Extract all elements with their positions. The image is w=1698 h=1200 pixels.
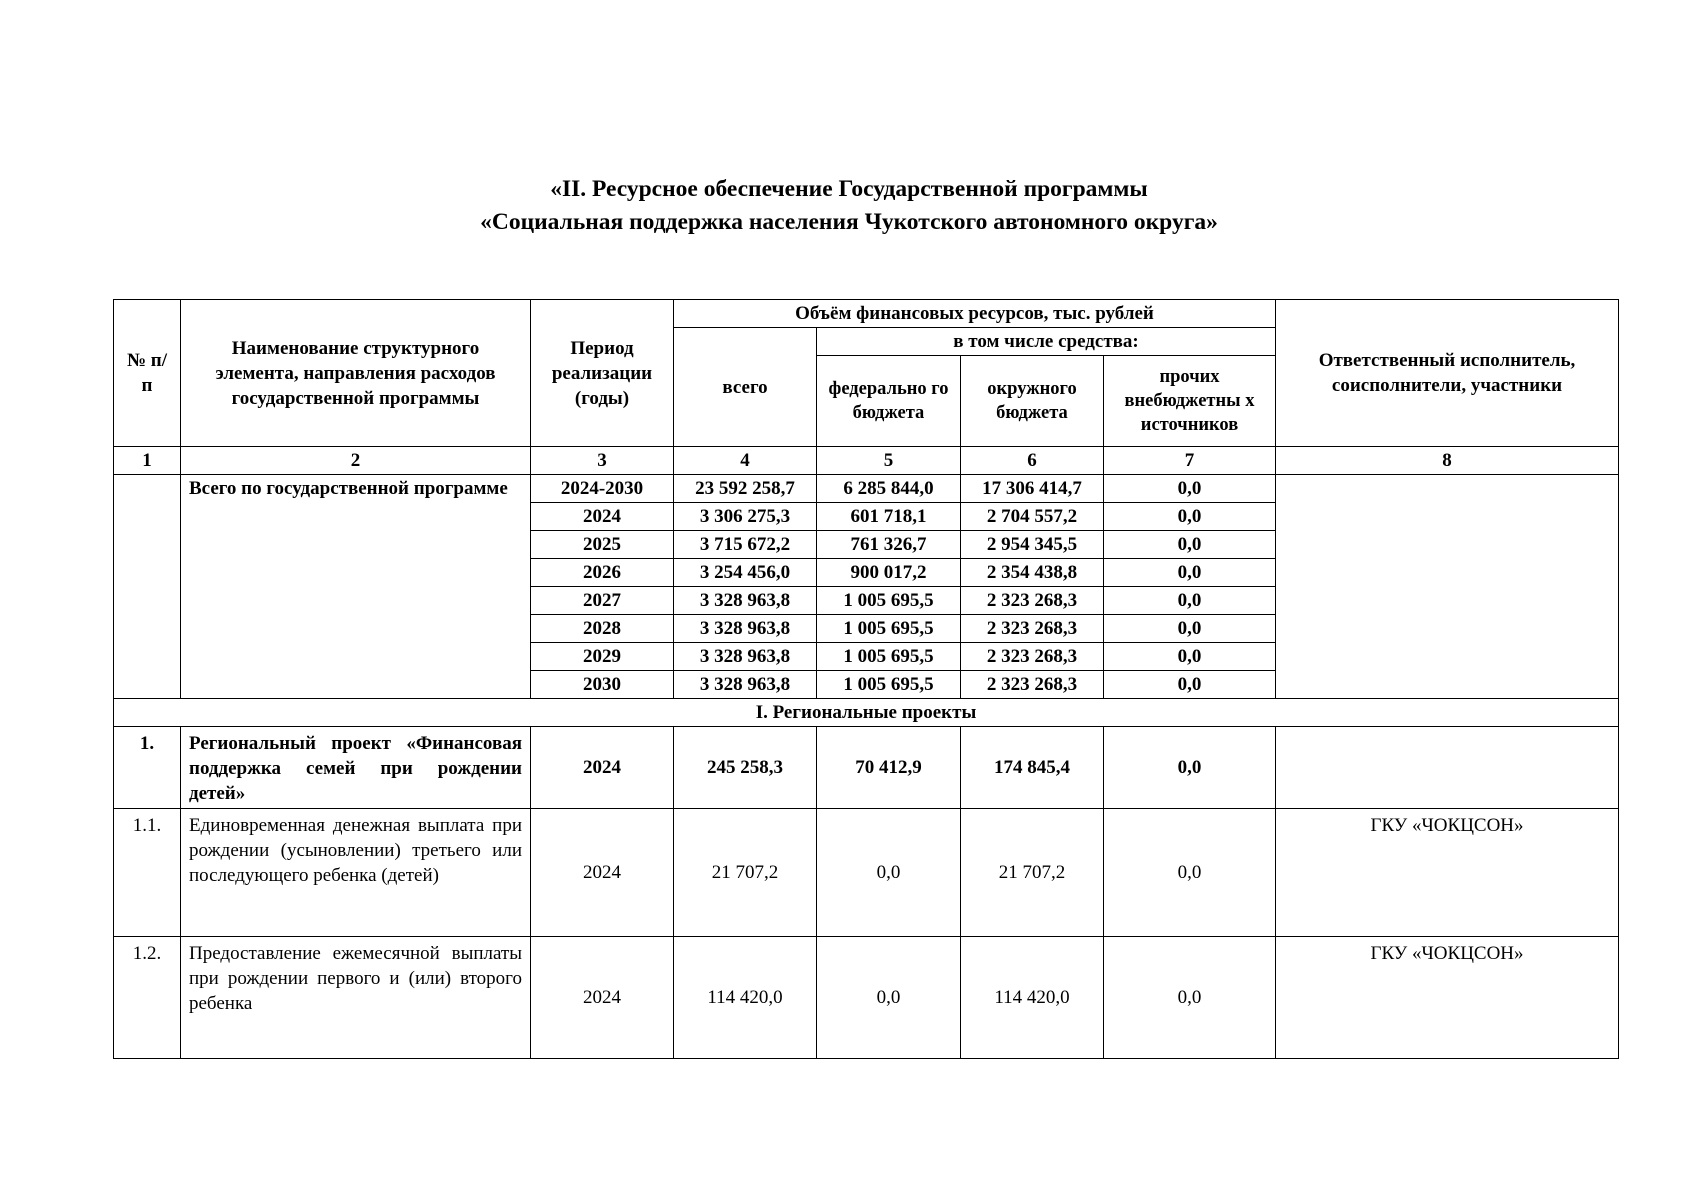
summary-period: 2024-2030 <box>531 475 674 503</box>
col-number: 7 <box>1104 447 1276 475</box>
project-other: 0,0 <box>1104 727 1276 809</box>
col-number: 5 <box>817 447 961 475</box>
summary-total: 3 328 963,8 <box>674 671 817 699</box>
summary-district: 2 704 557,2 <box>961 503 1104 531</box>
header-volume: Объём финансовых ресурсов, тыс. рублей <box>674 300 1276 328</box>
summary-total: 3 328 963,8 <box>674 587 817 615</box>
header-responsible: Ответственный исполнитель, соисполнители, участники <box>1276 300 1619 447</box>
summary-other: 0,0 <box>1104 671 1276 699</box>
header-total: всего <box>674 328 817 447</box>
page-title <box>0 173 1698 239</box>
summary-other: 0,0 <box>1104 643 1276 671</box>
summary-period: 2024 <box>531 503 674 531</box>
section-row <box>114 699 1619 727</box>
header-num: № п/п <box>114 300 181 447</box>
item-district: 21 707,2 <box>961 809 1104 937</box>
summary-total: 3 306 275,3 <box>674 503 817 531</box>
item-name: Предоставление ежемесячной выплаты при рождении первого и (или) второго ребенка <box>181 937 531 1059</box>
item-federal: 0,0 <box>817 809 961 937</box>
summary-total: 23 592 258,7 <box>674 475 817 503</box>
resource-table <box>113 299 1619 1059</box>
project-period: 2024 <box>531 727 674 809</box>
item-num: 1.1. <box>114 809 181 937</box>
summary-period: 2028 <box>531 615 674 643</box>
summary-other: 0,0 <box>1104 615 1276 643</box>
summary-federal: 1 005 695,5 <box>817 615 961 643</box>
summary-district: 2 323 268,3 <box>961 643 1104 671</box>
summary-district: 2 323 268,3 <box>961 671 1104 699</box>
item-other: 0,0 <box>1104 809 1276 937</box>
title-line-1: «II. Ресурсное обеспечение Государственной программы <box>550 176 1148 202</box>
item-period: 2024 <box>531 937 674 1059</box>
item-total: 114 420,0 <box>674 937 817 1059</box>
item-num: 1.2. <box>114 937 181 1059</box>
table-row <box>114 937 1619 1059</box>
summary-other: 0,0 <box>1104 587 1276 615</box>
item-name: Единовременная денежная выплата при рождении (усыновлении) третьего или последующего ребенка (детей) <box>181 809 531 937</box>
summary-other: 0,0 <box>1104 475 1276 503</box>
col-number: 4 <box>674 447 817 475</box>
summary-federal: 761 326,7 <box>817 531 961 559</box>
col-number: 2 <box>181 447 531 475</box>
summary-other: 0,0 <box>1104 503 1276 531</box>
column-numbers-row <box>114 447 1619 475</box>
col-number: 1 <box>114 447 181 475</box>
summary-responsible-cell <box>1276 475 1619 699</box>
header-name: Наименование структурного элемента, направления расходов государственной программы <box>181 300 531 447</box>
header-district: окружного бюджета <box>961 356 1104 447</box>
summary-total: 3 328 963,8 <box>674 615 817 643</box>
summary-federal: 6 285 844,0 <box>817 475 961 503</box>
summary-total: 3 715 672,2 <box>674 531 817 559</box>
summary-district: 2 323 268,3 <box>961 615 1104 643</box>
summary-district: 2 354 438,8 <box>961 559 1104 587</box>
item-period: 2024 <box>531 809 674 937</box>
table-row <box>114 809 1619 937</box>
col-number: 3 <box>531 447 674 475</box>
summary-other: 0,0 <box>1104 531 1276 559</box>
project-responsible <box>1276 727 1619 809</box>
item-responsible: ГКУ «ЧОКЦСОН» <box>1276 937 1619 1059</box>
project-name: Региональный проект «Финансовая поддержка семей при рождении детей» <box>181 727 531 809</box>
header-other: прочих внебюджетны х источников <box>1104 356 1276 447</box>
summary-district: 17 306 414,7 <box>961 475 1104 503</box>
summary-num-cell <box>114 475 181 699</box>
summary-total: 3 328 963,8 <box>674 643 817 671</box>
summary-district: 2 323 268,3 <box>961 587 1104 615</box>
project-row <box>114 727 1619 809</box>
header-federal: федерально го бюджета <box>817 356 961 447</box>
item-district: 114 420,0 <box>961 937 1104 1059</box>
col-number: 6 <box>961 447 1104 475</box>
summary-federal: 1 005 695,5 <box>817 587 961 615</box>
col-number: 8 <box>1276 447 1619 475</box>
summary-period: 2026 <box>531 559 674 587</box>
item-other: 0,0 <box>1104 937 1276 1059</box>
summary-period: 2027 <box>531 587 674 615</box>
item-responsible: ГКУ «ЧОКЦСОН» <box>1276 809 1619 937</box>
summary-federal: 900 017,2 <box>817 559 961 587</box>
summary-period: 2029 <box>531 643 674 671</box>
title-line-2: «Социальная поддержка населения Чукотского автономного округа» <box>480 209 1218 235</box>
summary-total: 3 254 456,0 <box>674 559 817 587</box>
summary-other: 0,0 <box>1104 559 1276 587</box>
summary-federal: 1 005 695,5 <box>817 643 961 671</box>
section-title: I. Региональные проекты <box>114 699 1619 727</box>
summary-name: Всего по государственной программе <box>181 475 531 699</box>
project-district: 174 845,4 <box>961 727 1104 809</box>
project-federal: 70 412,9 <box>817 727 961 809</box>
summary-period: 2025 <box>531 531 674 559</box>
header-row-1 <box>114 300 1619 328</box>
header-incl: в том числе средства: <box>817 328 1276 356</box>
project-total: 245 258,3 <box>674 727 817 809</box>
project-num: 1. <box>114 727 181 809</box>
header-period: Период реализации (годы) <box>531 300 674 447</box>
summary-row <box>114 475 1619 503</box>
item-total: 21 707,2 <box>674 809 817 937</box>
summary-federal: 601 718,1 <box>817 503 961 531</box>
summary-district: 2 954 345,5 <box>961 531 1104 559</box>
item-federal: 0,0 <box>817 937 961 1059</box>
summary-period: 2030 <box>531 671 674 699</box>
summary-federal: 1 005 695,5 <box>817 671 961 699</box>
